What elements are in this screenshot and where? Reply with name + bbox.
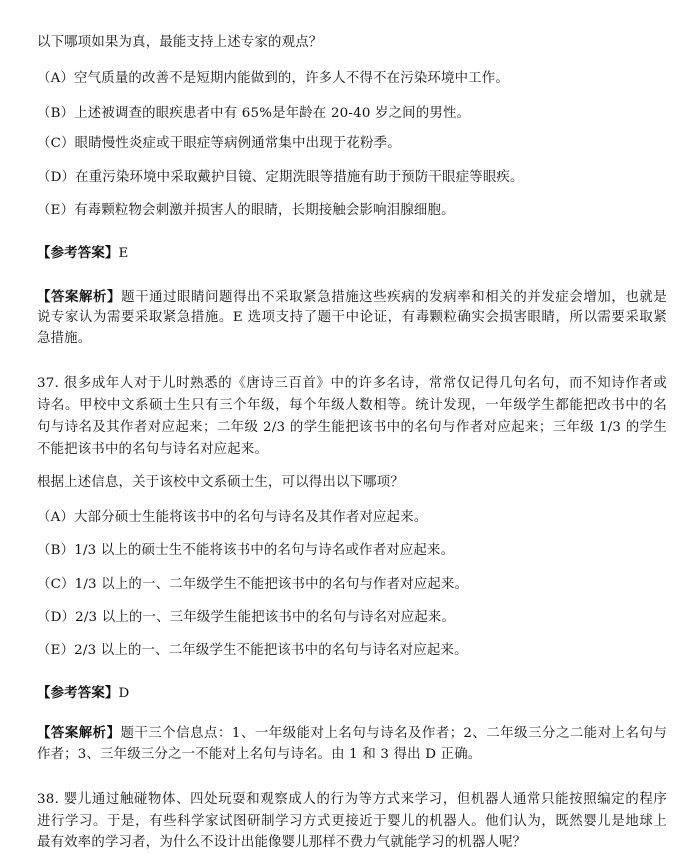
q38-stem-line-3: 最有效率的学习者，为什么不设计出能像婴儿那样不费力气就能学习的机器人呢？ bbox=[37, 835, 527, 850]
q37-stem-line-4: 不能把该书中的名句与诗名对应起来。 bbox=[37, 442, 269, 457]
analysis-text: 题干通过眼睛问题得出不采取紧急措施这些疾病的发病率和相关的并发症会增加，也就是 bbox=[121, 290, 668, 305]
q37-option-e: （E）2/3 以上的一、二年级学生不能把该书中的名句与诗名对应起来。 bbox=[37, 643, 468, 658]
q36-stem: 以下哪项如果为真，最能支持上述专家的观点？ bbox=[37, 35, 323, 50]
q36-analysis-line-3: 急措施。 bbox=[37, 331, 92, 346]
q37-stem-line-2: 诗名。甲校中文系硕士生只有三个年级，每个年级人数相等。统计发现，一年级学生都能把改书中的名 bbox=[37, 398, 667, 413]
analysis-text: 题干三个信息点：1、一年级能对上名句与诗名及作者；2、二年级三分之二能对上名句与 bbox=[120, 726, 667, 741]
q37-option-b: （B）1/3 以上的硕士生不能将该书中的名句与诗名或作者对应起来。 bbox=[37, 543, 455, 558]
q37-option-a: （A）大部分硕士生能将该书中的名句与诗名及其作者对应起来。 bbox=[37, 510, 428, 525]
q37-answer bbox=[37, 683, 667, 704]
analysis-label: 【答案解析】 bbox=[37, 289, 122, 305]
q36-option-a: （A）空气质量的改善不是短期内能做到的，许多人不得不在污染环境中工作。 bbox=[37, 71, 509, 86]
q37-stem-line-1: 37. 很多成年人对于儿时熟悉的《唐诗三百首》中的许多名诗，常常仅记得几句名句，而不知诗作者或 bbox=[37, 376, 667, 391]
answer-value: D bbox=[118, 686, 130, 701]
q37-analysis-line-2: 作者；3、三年级三分之一不能对上名句与诗名。由 1 和 3 得出 D 正确。 bbox=[37, 747, 482, 762]
q36-analysis-line-2: 说专家认为需要采取紧急措施。E 选项支持了题干中论证，有毒颗粒确实会损害眼睛，所以需要采取紧 bbox=[37, 310, 667, 325]
answer-value: E bbox=[118, 246, 129, 261]
answer-label: 【参考答案】 bbox=[37, 245, 119, 261]
q37-option-c: （C）1/3 以上的一、二年级学生不能把该书中的名句与作者对应起来。 bbox=[37, 577, 469, 592]
q38-stem-line-1: 38. 婴儿通过触碰物体、四处玩耍和观察成人的行为等方式来学习，但机器人通常只能按照编定的程序 bbox=[37, 792, 667, 807]
q36-option-b: （B）上述被调查的眼疾患者中有 65%是年龄在 20-40 岁之间的男性。 bbox=[37, 106, 471, 121]
answer-label: 【参考答案】 bbox=[37, 685, 119, 701]
q38-stem-line-2: 进行学习。于是，有些科学家试图研制学习方式更接近于婴儿的机器人。他们认为，既然婴儿是地球上 bbox=[37, 814, 667, 829]
q37-question: 根据上述信息，关于该校中文系硕士生，可以得出以下哪项？ bbox=[37, 475, 404, 490]
q37-option-d: （D）2/3 以上的一、三年级学生能把该书中的名句与诗名对应起来。 bbox=[37, 610, 456, 625]
q36-option-d: （D）在重污染环境中采取戴护目镜、定期洗眼等措施有助于预防干眼症等眼疾。 bbox=[37, 170, 524, 185]
q37-stem-line-3: 句与诗名及其作者对应起来；二年级 2/3 的学生能把该书中的名句与作者对应起来；三年级 1/3 的学生 bbox=[37, 420, 667, 435]
q36-analysis-line-1 bbox=[37, 287, 667, 308]
q37-analysis-line-1 bbox=[37, 723, 667, 744]
q36-answer bbox=[37, 243, 667, 264]
q36-option-c: （C）眼睛慢性炎症或干眼症等病例通常集中出现于花粉季。 bbox=[37, 136, 401, 151]
analysis-label: 【答案解析】 bbox=[37, 725, 121, 741]
q36-option-e: （E）有毒颗粒物会刺激并损害人的眼睛，长期接触会影响泪腺细胞。 bbox=[37, 203, 455, 218]
